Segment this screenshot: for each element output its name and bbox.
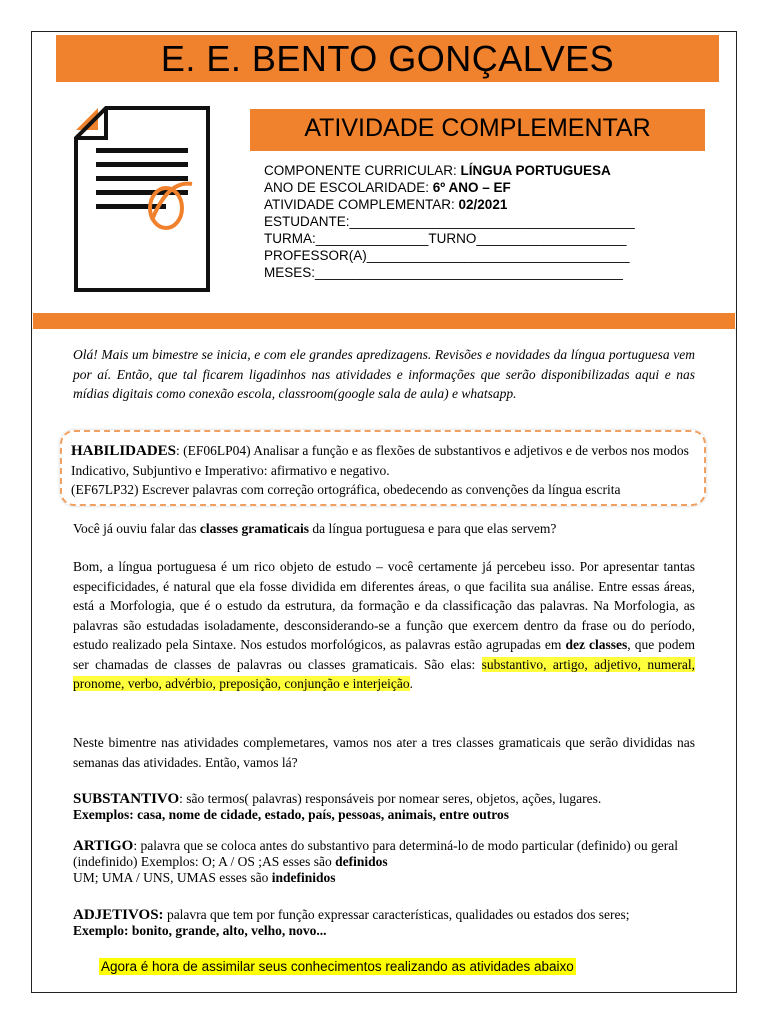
estudante-field[interactable]: ESTUDANTE:______________________________________	[264, 214, 635, 229]
professor-field[interactable]: PROFESSOR(A)___________________________________	[264, 248, 630, 263]
bimestre-paragraph: Neste bimentre nas atividades complemetares, vamos nos ater a tres classes gramaticais que serão divididas nas semanas das atividades. Então, vamos lá?	[73, 735, 695, 770]
question-paragraph: Você já ouviu falar das classes gramaticais da língua portuguesa e para que elas servem?	[73, 521, 557, 536]
adjetivos-title: ADJETIVOS:	[73, 907, 164, 923]
morphology-paragraph: Bom, a língua portuguesa é um rico objeto de estudo – você certamente já percebeu isso. Por apresentar tantas especificidades, é natural que ela fosse dividida em diferentes áreas, o que facilita sua análise. Entre essas áreas, está a Morfologia, que é o estudo da estrutura, da formação e da classificação das palavras. Na Morfologia, as palavras são estudadas isoladamente, desconsiderando-se a função que exercem dentro da frase ou do período, estudo realizado pela Sintaxe. Nos estudos morfológicos, as palavras estão agrupadas em dez classes, que podem ser chamadas de classes de palavras ou classes gramaticais. São elas: substantivo, artigo, adjetivo, numeral, pronome, verbo, advérbio, preposição, conjunção e interjeição.	[73, 559, 695, 691]
substantivo-section: SUBSTANTIVO: são termos( palavras) responsáveis por nomear seres, objetos, ações, lugares. Exemplos: casa, nome de cidade, estado, país, pessoas, animais, entre outros	[73, 791, 602, 822]
adjetivos-section: ADJETIVOS: palavra que tem por função expressar características, qualidades ou estados dos seres; Exemplo: bonito, grande, alto, velho, novo...	[73, 907, 630, 938]
word-classes-highlight: substantivo, artigo, adjetivo, numeral, pronome, verbo, advérbio, preposição, conjunção e interjeição	[73, 656, 695, 691]
activity-title-banner: ATIVIDADE COMPLEMENTAR	[250, 109, 705, 151]
school-name-banner: E. E. BENTO GONÇALVES	[56, 35, 719, 82]
orange-divider	[33, 313, 735, 329]
skills-text	[71, 441, 701, 499]
skills-line1: : (EF06LP04) Analisar a função e as flexões de substantivos e adjetivos e de verbos nos modos Indicativo, Subjuntivo e Imperativo: afirmativo e negativo.	[71, 443, 689, 478]
substantivo-examples: Exemplos: casa, nome de cidade, estado, país, pessoas, animais, entre outros	[73, 807, 510, 822]
atividade-line: ATIVIDADE COMPLEMENTAR: 02/2021	[264, 197, 508, 212]
substantivo-title: SUBSTANTIVO	[73, 791, 180, 807]
skills-line2: (EF67LP32) Escrever palavras com correção ortográfica, obedecendo as convenções da língua escrita	[71, 482, 621, 497]
artigo-title: ARTIGO	[73, 838, 134, 854]
meses-field[interactable]: MESES:_________________________________________	[264, 265, 623, 280]
skills-label: HABILIDADES	[71, 443, 177, 459]
intro-paragraph: Olá! Mais um bimestre se inicia, e com ele grandes apredizagens. Revisões e novidades da língua portuguesa vem por aí. Então, que tal ficarem ligadinhos nas atividades e informações que serão disponibilizadas aqui e nas mídias digitais como conexão escola, classroom(google sala de aula) e whatsapp.	[73, 347, 695, 401]
document-icon	[68, 100, 228, 300]
ano-line: ANO DE ESCOLARIDADE: 6º ANO – EF	[264, 180, 511, 195]
artigo-section: ARTIGO: palavra que se coloca antes do substantivo para determiná-lo de modo particular (definido) ou geral (indefinido) Exemplos: O; A / OS ;AS esses são definidos UM; UMA / UNS, UMAS esses são indefinidos	[73, 838, 679, 885]
componente-line: COMPONENTE CURRICULAR: LÍNGUA PORTUGUESA	[264, 163, 611, 178]
final-note-highlight: Agora é hora de assimilar seus conhecimentos realizando as atividades abaixo	[101, 959, 574, 974]
student-info-block	[264, 162, 684, 281]
adjetivos-examples: Exemplo: bonito, grande, alto, velho, novo...	[73, 923, 327, 938]
turma-turno-field[interactable]: TURMA:_______________TURNO____________________	[264, 231, 627, 246]
